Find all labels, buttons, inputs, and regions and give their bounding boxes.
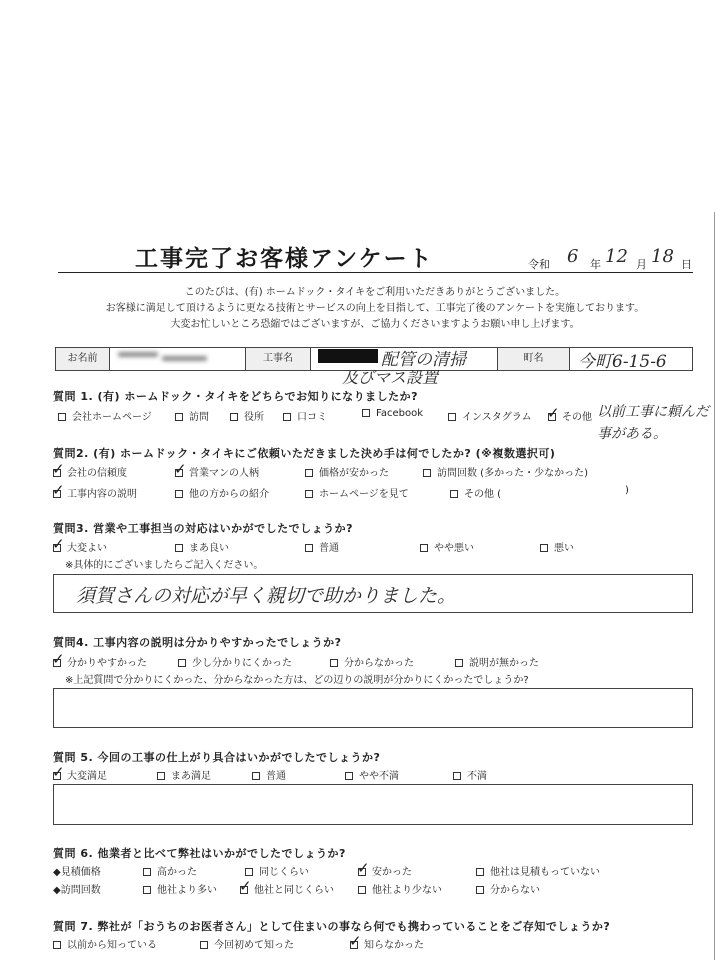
option-did-not-understand (330, 654, 414, 669)
option-label: インスタグラム (462, 412, 532, 423)
work-value-line-1: 配管の清掃 (381, 350, 466, 370)
option-label: 価格が安かった (319, 468, 389, 479)
question-3-options (0, 539, 720, 553)
question-5-title: 質問 5. 今回の工事の仕上がり具合はいかがでしたでしょうか? (53, 751, 381, 764)
option-average (305, 539, 339, 554)
option-dissatisfied (453, 767, 487, 782)
checkbox (175, 469, 183, 477)
option-somewhat-bad (420, 539, 474, 554)
option-very-satisfied (53, 767, 107, 782)
checkbox (230, 413, 238, 421)
option-did-not-know (350, 936, 424, 951)
question-3-note: ※具体的にございましたらご記入ください。 (65, 560, 264, 571)
option-label: 安かった (372, 867, 412, 878)
checkbox (143, 886, 151, 894)
name-label: お名前 (55, 347, 110, 371)
option-slightly-unclear (178, 654, 292, 669)
checkbox (175, 490, 183, 498)
option-other (548, 408, 592, 423)
option-visit (175, 408, 209, 423)
option-other-close-paren: ) (625, 485, 629, 496)
option-fewer-than-others (358, 881, 442, 896)
checkbox (178, 659, 186, 667)
checkbox (283, 413, 291, 421)
option-label: やや悪い (434, 543, 474, 554)
option-work-explanation (53, 485, 137, 500)
option-learned-this-time (200, 936, 294, 951)
question-2-title: 質問2. (有) ホームドック・タイキにご依頼いただきました決め手は何でしたか? (※複数選択可) (53, 447, 556, 460)
option-label: 他社より多い (157, 885, 217, 896)
option-low-price (305, 464, 389, 479)
option-label: その他 (562, 412, 592, 423)
option-no-explanation (455, 654, 539, 669)
question-6-title: 質問 6. 他業者と比べて弊社はいかがでしたでしょうか? (53, 847, 346, 860)
checkbox (58, 413, 66, 421)
option-facebook (362, 408, 423, 419)
option-label: 他社より少ない (372, 885, 442, 896)
option-same (245, 863, 309, 878)
option-fairly-good (175, 539, 229, 554)
option-bad (540, 539, 574, 554)
option-label: 悪い (554, 543, 574, 554)
checkbox (330, 659, 338, 667)
checkbox (252, 772, 260, 780)
checkbox (175, 544, 183, 552)
checkbox (476, 868, 484, 876)
checkbox (175, 413, 183, 421)
work-value-line-2: 及びマス設置 (342, 368, 439, 387)
checkbox (453, 772, 461, 780)
option-higher (143, 863, 197, 878)
option-label: 分からない (490, 885, 540, 896)
checkbox (358, 886, 366, 894)
checkbox (53, 659, 61, 667)
checkbox (143, 868, 151, 876)
option-label: 分からなかった (344, 658, 414, 669)
question-6-row-visits (0, 881, 720, 895)
option-label: 役所 (244, 412, 264, 423)
form-title: 工事完了お客様アンケート (135, 246, 434, 272)
date-year-unit: 年 (590, 258, 601, 271)
option-label: 大変満足 (67, 771, 107, 782)
page-edge (714, 212, 715, 960)
blurred-name (162, 356, 207, 361)
question-5-options (0, 767, 720, 781)
row-label: ◆訪問回数 (53, 885, 101, 896)
date-day-unit: 日 (681, 258, 692, 271)
question-4-answer-box (53, 688, 693, 728)
title-underline (58, 272, 693, 273)
option-label: 工事内容の説明 (67, 489, 137, 500)
question-6-row-estimate (0, 863, 720, 877)
option-unknown (476, 881, 540, 896)
option-label: 普通 (319, 543, 339, 554)
checkbox (53, 941, 61, 949)
question-4-title: 質問4. 工事内容の説明は分かりやすかったでしょうか? (53, 636, 342, 649)
option-label: 営業マンの人柄 (189, 468, 259, 479)
question-1-other-answer-line-2: 事がある。 (597, 426, 667, 442)
option-knew-before (53, 936, 157, 951)
date-month-unit: 月 (636, 258, 647, 271)
option-same-as-others (240, 881, 334, 896)
date-day: 18 (651, 246, 674, 267)
checkbox (423, 469, 431, 477)
option-label: 他の方からの紹介 (189, 489, 269, 500)
checkbox (358, 868, 366, 876)
option-label: 以前から知っている (67, 940, 157, 951)
option-label: まあ満足 (171, 771, 211, 782)
option-salesperson (175, 464, 259, 479)
checkbox (245, 868, 253, 876)
checkbox (540, 544, 548, 552)
option-label: 知らなかった (364, 940, 424, 951)
checkbox (53, 772, 61, 780)
option-label: 訪問 (189, 412, 209, 423)
checkbox (200, 941, 208, 949)
intro-line-1: このたびは、(有) ホームドック・タイキをご利用いただきありがとうございました。 (184, 287, 566, 298)
checkbox (420, 544, 428, 552)
question-4-note: ※上記質問で分かりにくかった、分からなかった方は、どの辺りの説明が分かりにくかったでしょうか? (65, 675, 529, 686)
option-no-other-estimate (476, 863, 600, 878)
option-label: 会社の信頼度 (67, 468, 127, 479)
intro-line-3: 大変お忙しいところ恐縮ではございますが、ご協力くださいますようお願い申し上げます。 (170, 319, 580, 330)
checkbox (350, 941, 358, 949)
option-label: 大変よい (67, 543, 107, 554)
date-month: 12 (605, 246, 628, 267)
option-somewhat-dissatisfied (345, 767, 399, 782)
question-1-other-answer-line-1: 以前工事に頼んだ (597, 404, 709, 420)
option-easy-to-understand (53, 654, 147, 669)
blurred-name (118, 352, 158, 357)
question-4-options (0, 654, 720, 668)
option-label: 高かった (157, 867, 197, 878)
checkbox (305, 469, 313, 477)
checkbox (305, 490, 313, 498)
intro-line-2: お客様に満足して頂けるように更なる技術とサービスの向上を目指して、工事完了後のアンケートを実施しております。 (105, 303, 645, 314)
option-label: 少し分かりにくかった (192, 658, 292, 669)
town-label: 町名 (497, 347, 570, 371)
option-saw-website (305, 485, 409, 500)
option-more-than-others (143, 881, 217, 896)
option-label: 不満 (467, 771, 487, 782)
checkbox (450, 490, 458, 498)
option-label: 訪問回数 (多かった・少なかった) (437, 468, 588, 479)
option-instagram (448, 408, 532, 423)
option-visit-count (423, 464, 588, 479)
checkbox (305, 544, 313, 552)
checkbox (157, 772, 165, 780)
option-average (252, 767, 286, 782)
date-era: 令和 (528, 258, 550, 271)
question-3-answer: 須賀さんの対応が早く親切で助かりました。 (76, 585, 457, 607)
question-1-title: 質問 1. (有) ホームドック・タイキをどちらでお知りになりましたか? (53, 390, 418, 403)
redaction-block (318, 349, 378, 363)
checkbox (455, 659, 463, 667)
option-label: 他社と同じくらい (254, 885, 334, 896)
option-label: 説明が無かった (469, 658, 539, 669)
option-label: Facebook (376, 408, 423, 419)
checkbox (240, 886, 248, 894)
row-label: ◆見積価格 (53, 867, 101, 878)
question-3-title: 質問3. 営業や工事担当の対応はいかがでしたでしょうか? (53, 522, 354, 535)
option-referral (175, 485, 269, 500)
name-value-field (109, 347, 246, 371)
option-label: 他社は見積もっていない (490, 867, 600, 878)
question-5-answer-box (53, 784, 693, 825)
question-7-title: 質問 7. 弊社が「おうちのお医者さん」として住まいの事なら何でも携わっていることをご存知でしょうか? (53, 920, 611, 933)
option-word-of-mouth (283, 408, 327, 423)
question-2-options-row-2 (0, 485, 720, 499)
checkbox (448, 413, 456, 421)
checkbox (362, 409, 370, 417)
option-label: 分かりやすかった (67, 658, 147, 669)
option-fairly-satisfied (157, 767, 211, 782)
option-label: 会社ホームページ (72, 412, 152, 423)
question-2-options-row-1 (0, 464, 720, 478)
option-label: やや不満 (359, 771, 399, 782)
checkbox (53, 469, 61, 477)
checkbox (548, 413, 556, 421)
option-label: 今回初めて知った (214, 940, 294, 951)
option-label: その他 ( (464, 489, 502, 500)
checkbox (53, 490, 61, 498)
checkbox (53, 544, 61, 552)
option-city-office (230, 408, 264, 423)
work-label: 工事名 (245, 347, 311, 371)
option-label: まあ良い (189, 543, 229, 554)
option-label: ホームページを見て (319, 489, 409, 500)
option-label: 同じくらい (259, 867, 309, 878)
question-7-options (0, 936, 720, 950)
checkbox (476, 886, 484, 894)
option-label: 普通 (266, 771, 286, 782)
town-value: 今町6-15-6 (578, 352, 667, 372)
option-company-trust (53, 464, 127, 479)
option-label: 口コミ (297, 412, 327, 423)
option-very-good (53, 539, 107, 554)
option-company-website (58, 408, 152, 423)
option-cheaper (358, 863, 412, 878)
checkbox (345, 772, 353, 780)
date-year: 6 (567, 246, 579, 267)
option-other (450, 485, 501, 500)
